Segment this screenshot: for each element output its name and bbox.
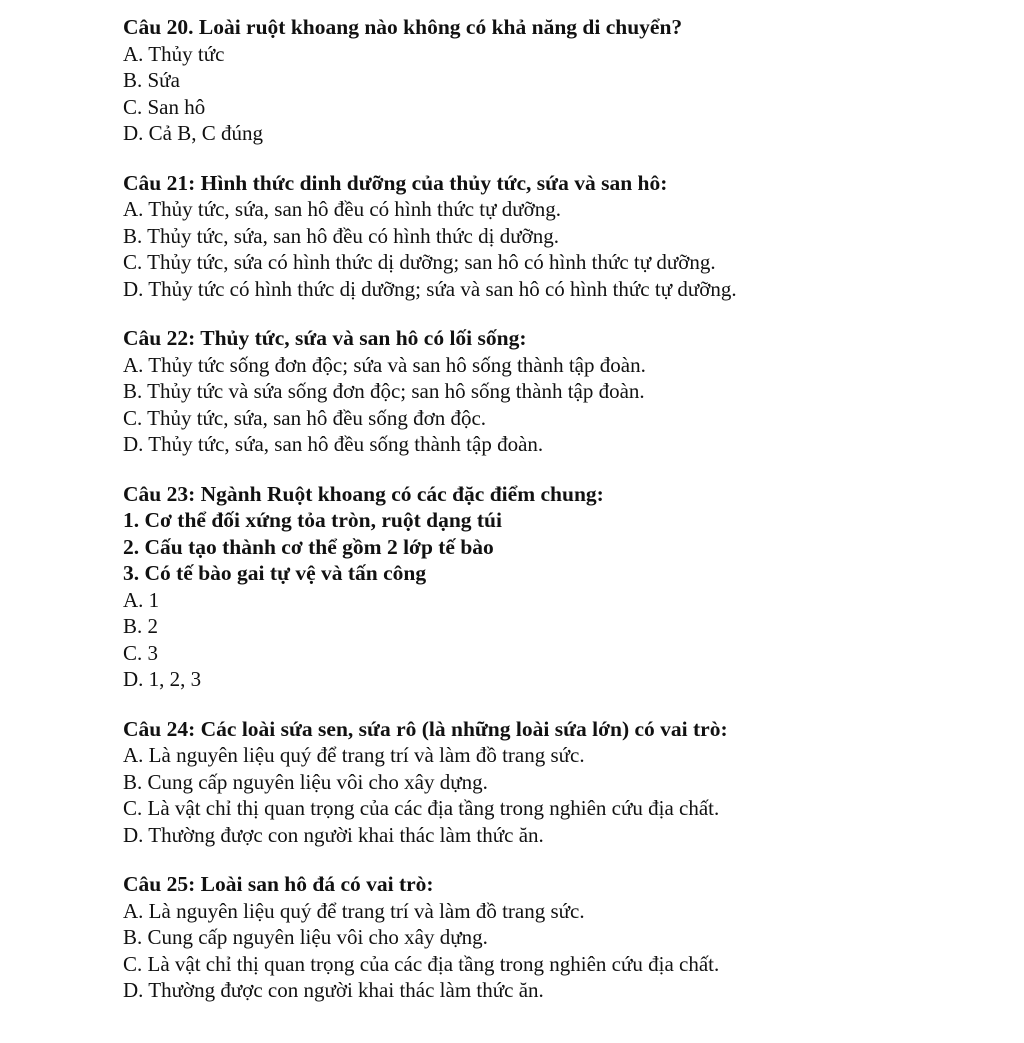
question-title: Câu 24: Các loài sứa sen, sứa rô (là những loài sứa lớn) có vai trò:	[123, 716, 728, 741]
question-22	[123, 325, 1003, 458]
option-b: B. Thủy tức, sứa, san hô đều có hình thức dị dưỡng.	[123, 223, 559, 248]
question-title: Câu 22: Thủy tức, sứa và san hô có lối sống:	[123, 326, 527, 350]
option-d: D. Cả B, C đúng	[123, 121, 264, 145]
option-c: C. Thủy tức, sứa, san hô đều sống đơn độc.	[123, 405, 487, 430]
option-a: A. 1	[123, 587, 160, 612]
question-20	[123, 14, 1003, 147]
option-b: B. Cung cấp nguyên liệu vôi cho xây dựng.	[123, 769, 488, 794]
question-title: Câu 21: Hình thức dinh dưỡng của thủy tức, sứa và san hô:	[123, 170, 668, 195]
statement-2: 2. Cấu tạo thành cơ thể gồm 2 lớp tế bào	[123, 534, 494, 559]
option-c: C. Là vật chỉ thị quan trọng của các địa tầng trong nghiên cứu địa chất.	[123, 951, 720, 976]
question-title: Câu 23: Ngành Ruột khoang có các đặc điểm chung:	[123, 481, 604, 506]
option-d: D. Thủy tức có hình thức dị dưỡng; sứa và san hô có hình thức tự dưỡng.	[123, 276, 737, 301]
option-c: C. 3	[123, 640, 159, 665]
option-a: A. Thủy tức sống đơn độc; sứa và san hô sống thành tập đoàn.	[123, 352, 646, 377]
option-d: D. Thường được con người khai thác làm thức ăn.	[123, 822, 544, 847]
question-21	[123, 170, 1003, 303]
option-c: C. Là vật chỉ thị quan trọng của các địa tầng trong nghiên cứu địa chất.	[123, 796, 720, 820]
option-a: A. Là nguyên liệu quý để trang trí và làm đồ trang sức.	[123, 743, 585, 767]
option-b: B. Thủy tức và sứa sống đơn độc; san hô sống thành tập đoàn.	[123, 379, 645, 403]
question-25	[123, 871, 1003, 1004]
question-23	[123, 481, 1003, 693]
option-a: A. Thủy tức, sứa, san hô đều có hình thức tự dưỡng.	[123, 197, 561, 221]
option-b: B. 2	[123, 614, 159, 638]
quiz-document	[123, 14, 1003, 1027]
option-a: A. Là nguyên liệu quý để trang trí và làm đồ trang sức.	[123, 898, 585, 923]
option-b: B. Cung cấp nguyên liệu vôi cho xây dựng.	[123, 925, 488, 949]
option-d: D. Thủy tức, sứa, san hô đều sống thành tập đoàn.	[123, 432, 544, 456]
option-d: D. Thường được con người khai thác làm thức ăn.	[123, 978, 544, 1002]
statement-1: 1. Cơ thể đối xứng tỏa tròn, ruột dạng túi	[123, 508, 502, 532]
option-a: A. Thủy tức	[123, 41, 225, 66]
option-d: D. 1, 2, 3	[123, 667, 202, 691]
question-24	[123, 716, 1003, 849]
statement-3: 3. Có tế bào gai tự vệ và tấn công	[123, 561, 427, 585]
option-c: C. San hô	[123, 94, 206, 119]
option-c: C. Thủy tức, sứa có hình thức dị dưỡng; san hô có hình thức tự dưỡng.	[123, 250, 716, 274]
question-title: Câu 20. Loài ruột khoang nào không có khả năng di chuyển?	[123, 15, 683, 39]
question-title: Câu 25: Loài san hô đá có vai trò:	[123, 872, 434, 896]
option-b: B. Sứa	[123, 68, 180, 92]
